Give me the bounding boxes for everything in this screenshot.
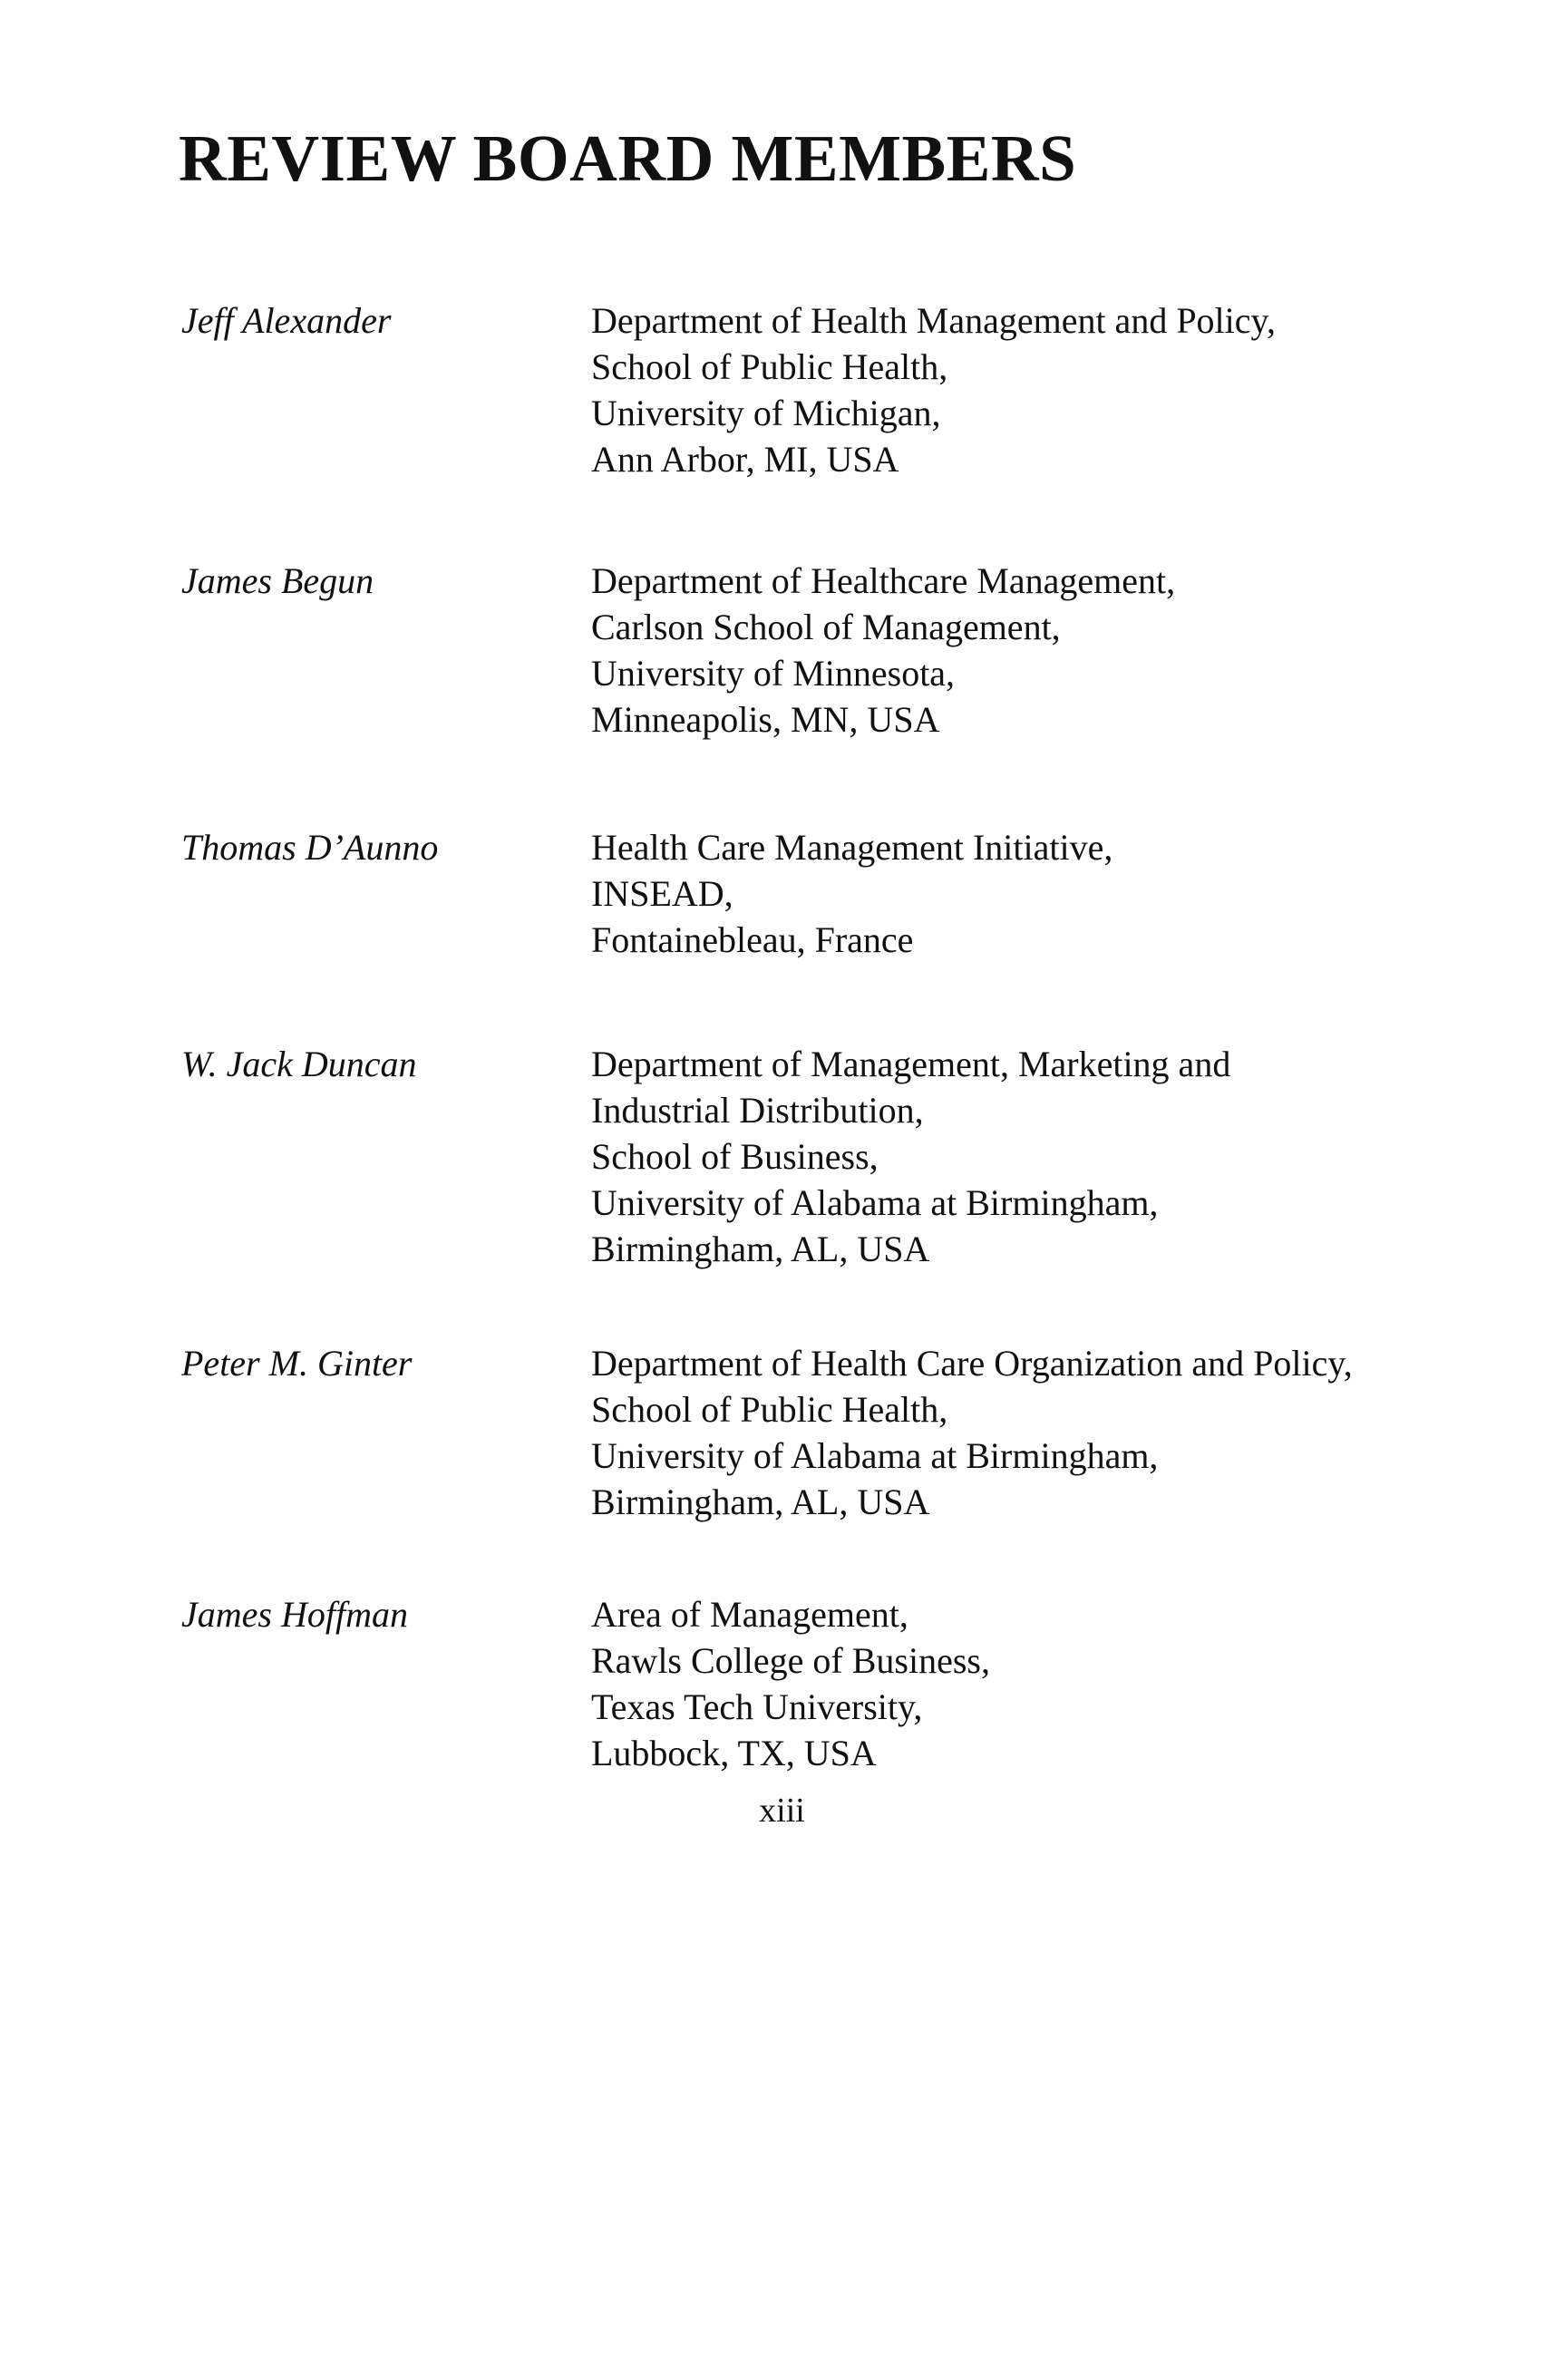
- page-number: xiii: [759, 1792, 805, 1830]
- member-affiliation: [591, 297, 1276, 482]
- affiliation-line: Department of Management, Marketing and: [591, 1044, 1231, 1084]
- affiliation-line: School of Public Health,: [591, 346, 948, 387]
- affiliation-line: Lubbock, TX, USA: [591, 1733, 877, 1773]
- affiliation-line: University of Minnesota,: [591, 653, 956, 694]
- affiliation-line: Health Care Management Initiative,: [591, 827, 1113, 868]
- affiliation-line: Area of Management,: [591, 1594, 908, 1635]
- member-name: Peter M. Ginter: [181, 1343, 413, 1384]
- member-name: James Hoffman: [181, 1594, 408, 1635]
- member-name: Thomas D’Aunno: [181, 827, 439, 868]
- affiliation-line: Department of Health Care Organization and Policy,: [591, 1343, 1353, 1384]
- affiliation-line: University of Michigan,: [591, 393, 941, 433]
- affiliation-line: Rawls College of Business,: [591, 1640, 990, 1681]
- member-name: Jeff Alexander: [181, 300, 392, 341]
- affiliation-line: Fontainebleau, France: [591, 919, 914, 960]
- affiliation-line: Industrial Distribution,: [591, 1090, 924, 1131]
- affiliation-line: INSEAD,: [591, 873, 733, 914]
- affiliation-line: Department of Health Management and Policy,: [591, 300, 1276, 341]
- member-affiliation: [591, 824, 1112, 963]
- affiliation-line: School of Business,: [591, 1136, 879, 1177]
- affiliation-line: Birmingham, AL, USA: [591, 1229, 930, 1269]
- affiliation-line: Minneapolis, MN, USA: [591, 699, 940, 740]
- page-title: REVIEW BOARD MEMBERS: [179, 121, 1077, 195]
- affiliation-line: Birmingham, AL, USA: [591, 1481, 930, 1522]
- affiliation-line: Carlson School of Management,: [591, 607, 1061, 647]
- member-affiliation: [591, 1340, 1353, 1525]
- affiliation-line: School of Public Health,: [591, 1389, 948, 1430]
- affiliation-line: Department of Healthcare Management,: [591, 560, 1176, 601]
- member-affiliation: [591, 1591, 990, 1776]
- member-name: James Begun: [181, 560, 374, 601]
- member-affiliation: [591, 1041, 1230, 1272]
- member-affiliation: [591, 558, 1175, 743]
- affiliation-line: Ann Arbor, MI, USA: [591, 439, 899, 480]
- member-name: W. Jack Duncan: [181, 1044, 417, 1084]
- affiliation-line: University of Alabama at Birmingham,: [591, 1435, 1159, 1476]
- affiliation-line: Texas Tech University,: [591, 1686, 923, 1727]
- affiliation-line: University of Alabama at Birmingham,: [591, 1182, 1159, 1223]
